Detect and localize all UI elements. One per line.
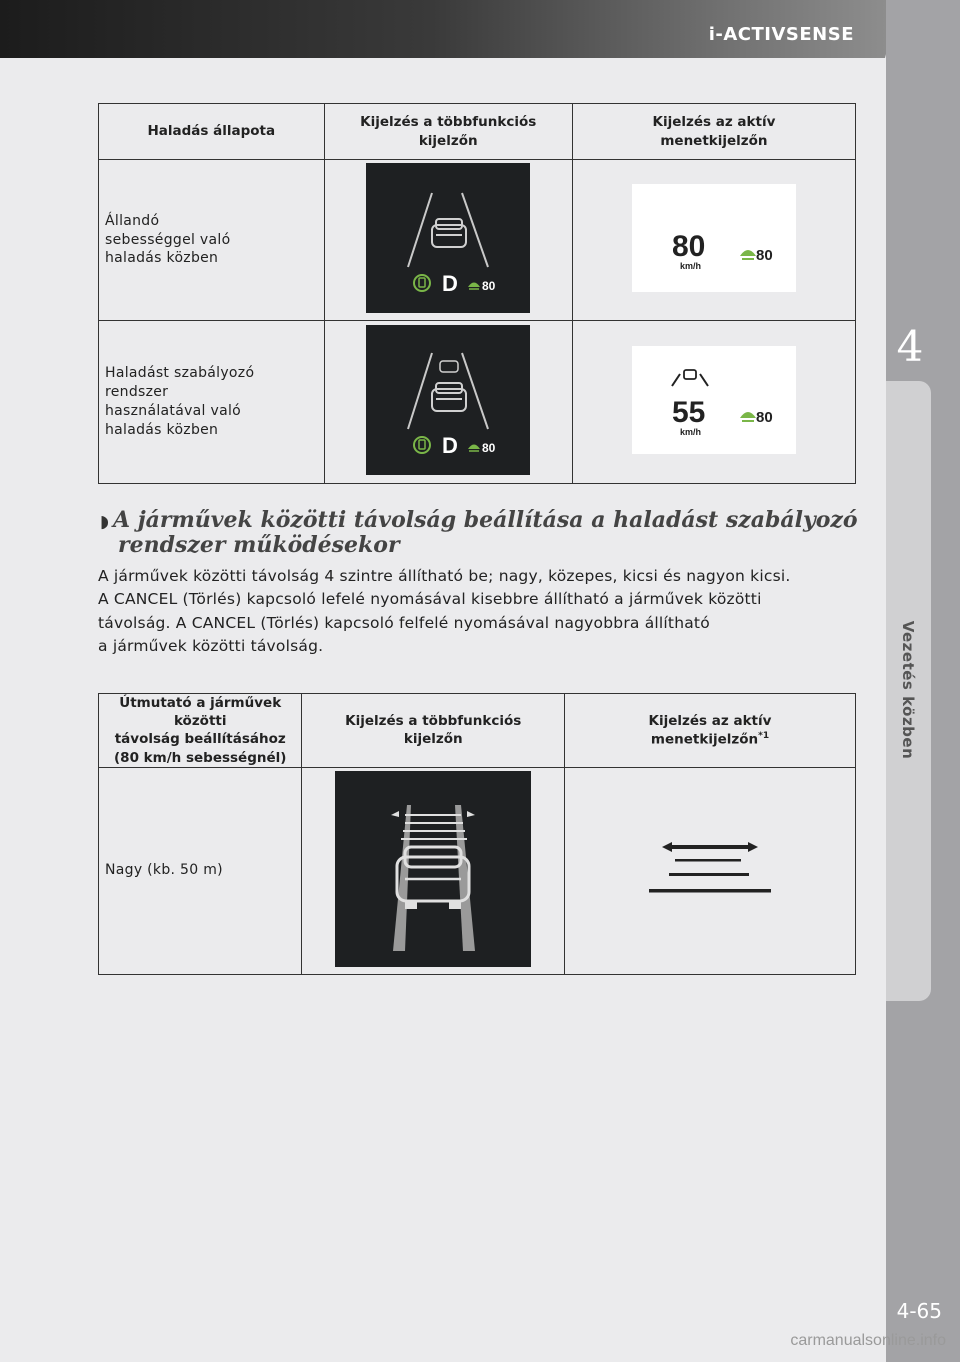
section-title: i-ACTIVSENSE [708, 24, 854, 45]
distance-table [98, 693, 856, 975]
row-label-cruise-active: Haladást szabályozó rendszer használatával való haladás közben [99, 321, 325, 484]
svg-text:D: D [442, 271, 459, 296]
multi-display-screen [366, 163, 530, 313]
svg-text:km/h: km/h [679, 427, 701, 437]
heading-line-2: rendszer működésekor [118, 531, 400, 558]
paragraph-line: A CANCEL (Törlés) kapcsoló lefelé nyomásával kisebbre állítható a járművek közötti [98, 590, 762, 609]
heading-marker-icon: ◗ [100, 512, 109, 532]
page-number: 4-65 [896, 1299, 942, 1323]
svg-text:80: 80 [755, 409, 773, 426]
chapter-number: 4 [896, 322, 924, 371]
active-display-image [565, 767, 856, 974]
svg-text:55: 55 [671, 396, 706, 429]
section-heading [100, 508, 860, 557]
active-driving-display [632, 346, 796, 454]
multi-display-screen [366, 325, 530, 475]
body-paragraph [98, 565, 868, 658]
active-display-image [572, 321, 855, 484]
row-label-large-distance: Nagy (kb. 50 m) [99, 767, 302, 974]
svg-text:80: 80 [482, 441, 496, 455]
svg-text:80: 80 [482, 279, 496, 293]
chapter-label: Vezetés közben [899, 620, 917, 760]
header-distance-guide: Útmutató a járművek közötti távolság beállításához (80 km/h sebességnél) [99, 694, 302, 768]
active-driving-display [632, 184, 796, 292]
paragraph-line: A járművek közötti távolság 4 szintre állítható be; nagy, közepes, kicsi és nagyon kicsi. [98, 567, 791, 585]
header-status: Haladás állapota [99, 104, 325, 160]
active-display-image [572, 160, 855, 321]
multi-display-image [302, 767, 565, 974]
header-active-display: Kijelzés az aktív menetkijelzőn [572, 104, 855, 160]
heading-line-1: A járművek közötti távolság beállítása a haladást szabályozó [112, 507, 858, 533]
header-multi-display: Kijelzés a többfunkciós kijelzőn [324, 104, 572, 160]
car-icon [397, 847, 469, 909]
svg-text:km/h: km/h [679, 261, 701, 271]
paragraph-line: távolság. A CANCEL (Törlés) kapcsoló felfelé nyomásával nagyobbra állítható [98, 613, 710, 632]
watermark: carmanualsonline.info [790, 1332, 946, 1349]
multi-display-image [324, 160, 572, 321]
row-label-constant-speed: Állandó sebességgel való haladás közben [99, 160, 325, 321]
distance-bars-display [645, 839, 775, 899]
multi-display-image [324, 321, 572, 484]
multi-display-distance-screen [335, 771, 531, 967]
svg-text:80: 80 [671, 230, 706, 263]
header-multi-display: Kijelzés a többfunkciós kijelzőn [302, 694, 565, 768]
status-table [98, 103, 856, 484]
svg-text:80: 80 [755, 247, 773, 264]
header-active-display: Kijelzés az aktív menetkijelzőn$^{*1}$ [565, 694, 856, 768]
paragraph-line: a járművek közötti távolság. [98, 636, 324, 655]
svg-text:D: D [442, 433, 459, 458]
